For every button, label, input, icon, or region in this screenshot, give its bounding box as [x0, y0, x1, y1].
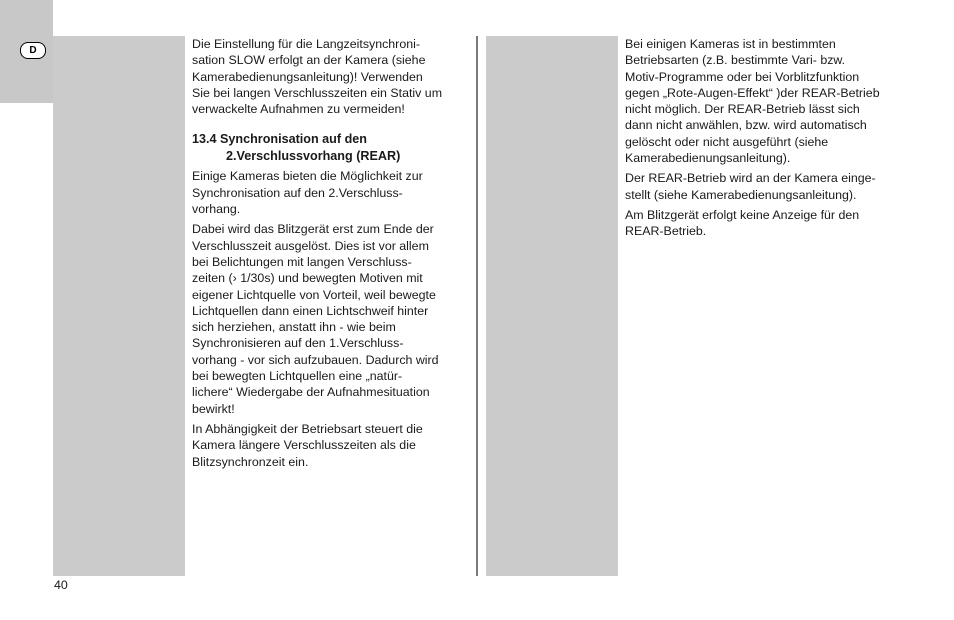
text-line: bewirkt! [192, 401, 235, 416]
text-line: lichere“ Wiedergabe der Aufnahmesituation [192, 385, 430, 400]
right-text-column [625, 36, 901, 244]
column-divider [476, 36, 478, 576]
language-badge: D [20, 42, 46, 59]
text-line: REAR-Betrieb. [625, 224, 707, 239]
text-line: Synchronisation auf den 2.Verschluss- [192, 185, 403, 200]
text-line: Dabei wird das Blitzgerät erst zum Ende der [192, 222, 434, 237]
text-line: Sie bei langen Verschlusszeiten ein Stativ um [192, 85, 443, 100]
text-line: Betriebsarten (z.B. bestimmte Vari- bzw. [625, 53, 846, 68]
text-line: In Abhängigkeit der Betriebsart steuert die [192, 421, 423, 436]
text-line: Synchronisieren auf den 1.Verschluss- [192, 336, 404, 351]
text-line: Die Einstellung für die Langzeitsynchroni- [192, 37, 420, 51]
paragraph-3 [192, 421, 468, 470]
text-line: eigener Lichtquelle von Vorteil, weil bewegte [192, 287, 436, 302]
text-line: Blitzsynchronzeit ein. [192, 454, 309, 469]
text-line: Kamerabedienungsanleitung). [625, 151, 791, 166]
text-line: Der REAR-Betrieb wird an der Kamera einge- [625, 171, 876, 186]
text-line: bei bewegten Lichtquellen eine „natür- [192, 369, 403, 384]
text-line: stellt (siehe Kamerabedienungsanleitung). [625, 187, 857, 202]
text-line: vorhang - vor sich aufzubauen. Dadurch wird [192, 352, 439, 367]
text-line: Kamerabedienungsanleitung)! Verwenden [192, 69, 423, 84]
text-line: Am Blitzgerät erfolgt keine Anzeige für den [625, 207, 860, 222]
paragraph-2 [192, 221, 468, 417]
text-line: Motiv-Programme oder bei Vorblitzfunktion [625, 69, 860, 84]
heading-line: 13.4 Synchronisation auf den [192, 132, 367, 147]
paragraph-1 [192, 168, 468, 217]
text-line: nicht möglich. Der REAR-Betrieb lässt sich [625, 102, 860, 117]
heading-line: 2.Verschlussvorhang (REAR) [226, 149, 401, 164]
text-line: bei Belichtungen mit langen Verschluss- [192, 254, 412, 269]
paragraph-5 [625, 170, 901, 203]
text-line: verwackelte Aufnahmen zu vermeiden! [192, 102, 405, 117]
right-margin-column [486, 36, 618, 576]
text-line: Lichtquellen dann einen Lichtschweif hinter [192, 303, 429, 318]
text-line: vorhang. [192, 202, 241, 217]
left-text-column [192, 36, 468, 474]
section-heading [192, 131, 468, 165]
text-line: gegen „Rote-Augen-Effekt“ )der REAR-Betrieb [625, 85, 880, 100]
intro-paragraph [192, 36, 468, 117]
text-line: Einige Kameras bieten die Möglichkeit zur [192, 169, 423, 184]
paragraph-4 [625, 36, 901, 166]
text-line: sation SLOW erfolgt an der Kamera (siehe [192, 53, 426, 68]
text-line: gelöscht oder nicht ausgeführt (siehe [625, 134, 829, 149]
paragraph-6 [625, 207, 901, 240]
page-number: 40 [54, 578, 68, 592]
text-line: zeiten (› 1/30s) und bewegten Motiven mit [192, 271, 423, 286]
text-line: Bei einigen Kameras ist in bestimmten [625, 37, 836, 51]
left-margin-column [53, 36, 185, 576]
text-line: Verschlusszeit ausgelöst. Dies ist vor allem [192, 238, 429, 253]
text-line: sich herziehen, anstatt ihn - wie beim [192, 320, 396, 335]
text-line: Kamera längere Verschlusszeiten als die [192, 438, 416, 453]
text-line: dann nicht anwählen, bzw. wird automatisch [625, 118, 867, 133]
